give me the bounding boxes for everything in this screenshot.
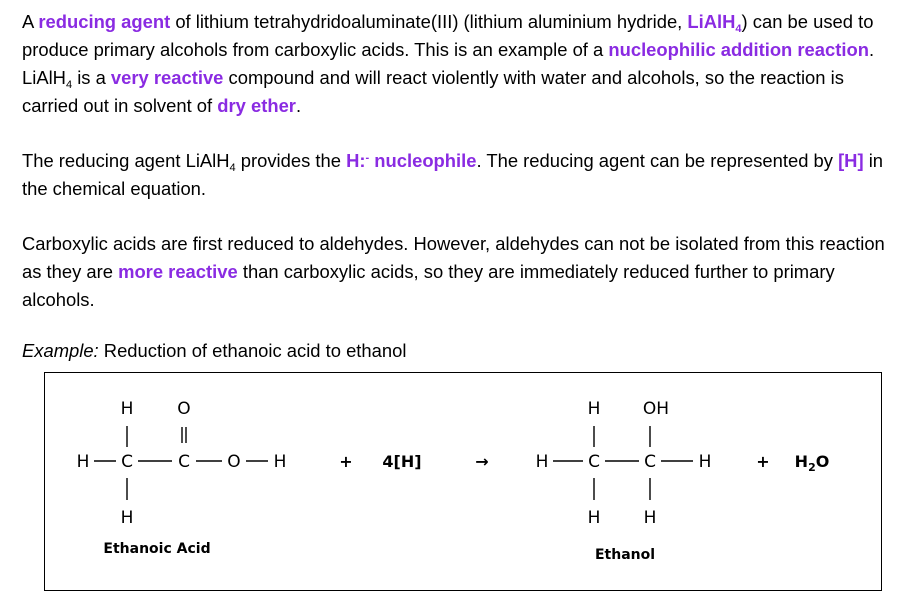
example-caption xyxy=(22,340,406,362)
atom-h: H xyxy=(76,452,90,472)
highlight-lialh4 xyxy=(687,11,742,35)
highlight-nucleophile xyxy=(346,150,476,171)
water-h: H xyxy=(794,452,809,471)
text: ) can be used to produce primary alcohols from carboxylic acids. This is an example of a xyxy=(22,11,874,60)
text: A xyxy=(22,11,39,32)
example-label: Example: xyxy=(22,340,99,361)
atom-o: O xyxy=(177,399,191,419)
atom-h: H xyxy=(273,452,287,472)
reaction-arrow: → xyxy=(475,452,489,471)
atom-h: H xyxy=(587,399,601,419)
atom-h: H xyxy=(698,452,712,472)
group-oh: OH xyxy=(642,399,670,419)
highlight-more-reactive: more reactive xyxy=(118,261,238,282)
equation-box xyxy=(44,372,882,591)
text: provides the xyxy=(235,150,347,171)
text: in the chemical equation. xyxy=(22,150,884,199)
reagent: 4[H] xyxy=(382,452,422,471)
intro-paragraph xyxy=(22,8,896,120)
subscript: 4 xyxy=(229,162,236,174)
formula: LiAlH xyxy=(687,11,736,32)
plus-sign: + xyxy=(339,452,353,471)
text: compound and will react violently with water and alcohols, so the reaction is carried out in solvent of xyxy=(22,67,844,116)
text: The reducing agent LiAlH xyxy=(22,150,230,171)
product-name: Ethanol xyxy=(594,547,656,563)
text: . LiAlH xyxy=(22,39,875,88)
highlight-reducing-agent: reducing agent xyxy=(38,11,171,32)
highlight-dry-ether: dry ether xyxy=(217,95,296,116)
atom-h: H xyxy=(120,508,134,528)
atom-o: O xyxy=(227,452,241,472)
text: . xyxy=(295,95,302,116)
text: Carboxylic acids are first reduced to aldehydes. However, aldehydes can not be isolated from this reaction as they are xyxy=(22,233,885,282)
text: than carboxylic acids, so they are immediately reduced further to primary alcohols. xyxy=(22,261,835,310)
atom-h: H xyxy=(535,452,549,472)
reducing-agent-paragraph xyxy=(22,147,896,203)
aldehyde-paragraph xyxy=(22,230,896,314)
text: . The reducing agent can be represented by xyxy=(476,150,839,171)
subscript: 4 xyxy=(65,79,73,91)
atom-c: C xyxy=(644,452,656,472)
atom-c: C xyxy=(178,452,190,472)
reactant-name: Ethanoic Acid xyxy=(103,541,211,557)
charge: - xyxy=(365,152,370,164)
water-formula xyxy=(795,452,830,474)
highlight-h-symbol: [H] xyxy=(838,150,864,171)
atom-h: H xyxy=(120,399,134,419)
plus-sign: + xyxy=(756,452,770,471)
atom-h: H xyxy=(643,508,657,528)
atom-c: C xyxy=(121,452,133,472)
reaction-diagram xyxy=(45,373,883,592)
text: of lithium tetrahydridoaluminate(III) (lithium aluminium hydride, xyxy=(170,11,688,32)
text: is a xyxy=(72,67,111,88)
example-text: Reduction of ethanoic acid to ethanol xyxy=(98,340,407,361)
water-subscript: 2 xyxy=(808,461,816,474)
highlight-nucleophilic-addition: nucleophilic addition reaction xyxy=(608,39,869,60)
atom-h: H xyxy=(587,508,601,528)
hydride: H: xyxy=(346,150,366,171)
subscript: 4 xyxy=(735,23,742,35)
nucleophile-label: nucleophile xyxy=(369,150,477,171)
water-o: O xyxy=(815,452,830,471)
atom-c: C xyxy=(588,452,600,472)
highlight-very-reactive: very reactive xyxy=(110,67,224,88)
